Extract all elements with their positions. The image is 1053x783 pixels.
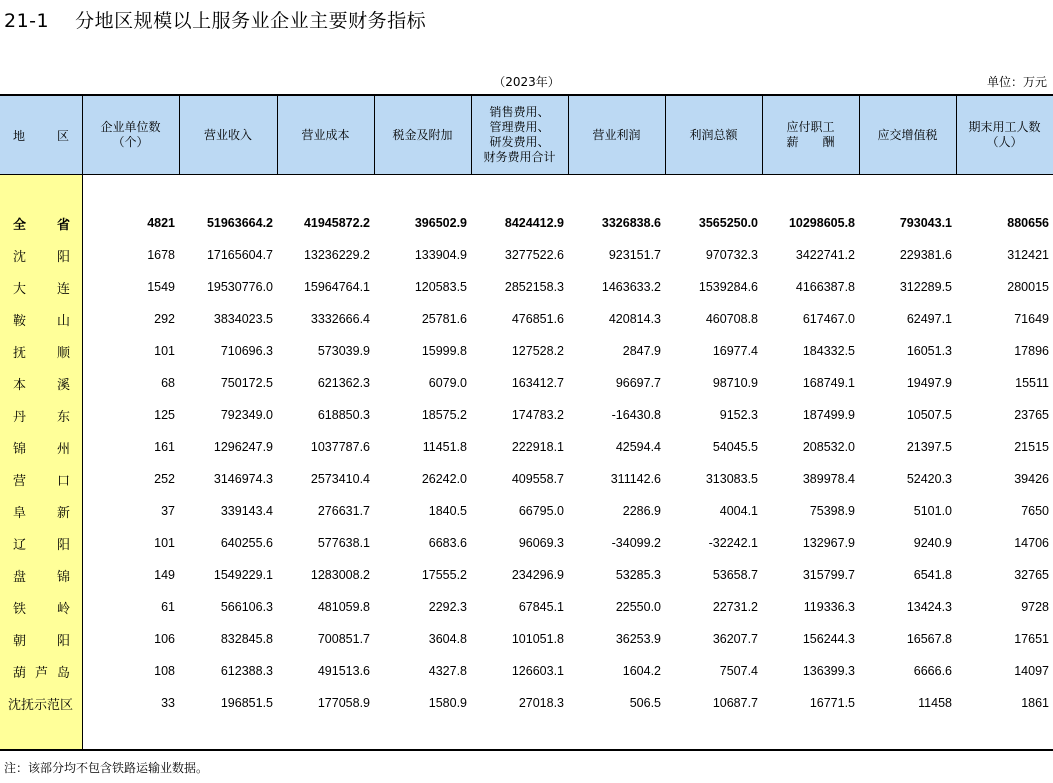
table-row (0, 463, 1053, 495)
table-row (0, 591, 1053, 623)
table-cell: 41945872.2 (303, 216, 370, 230)
table-cell: 6666.6 (913, 664, 952, 678)
table-cell: 26242.0 (421, 472, 467, 486)
table-cell: 832845.8 (220, 632, 273, 646)
region-char: 沈 (13, 249, 27, 265)
table-cell: 23765 (1014, 408, 1049, 422)
region-name (0, 623, 82, 655)
header-cell: 期末用工人数 （人） (968, 120, 1041, 149)
table-cell: 4166387.8 (795, 280, 855, 294)
table-cell: 1840.5 (428, 504, 467, 518)
table-cell: 16567.8 (906, 632, 952, 646)
table-row (0, 431, 1053, 463)
table-cell: 19497.9 (906, 376, 952, 390)
table-cell: 6683.6 (428, 536, 467, 550)
table-cell: 98710.9 (712, 376, 758, 390)
table-cell: 750172.5 (220, 376, 273, 390)
header-region (0, 96, 82, 174)
table-cell: 4004.1 (719, 504, 758, 518)
region-char: 本 (13, 377, 27, 393)
table-cell: 476851.6 (511, 312, 564, 326)
table-cell: 37 (161, 504, 175, 518)
table-cell: 25781.6 (421, 312, 467, 326)
table-cell: 52420.3 (906, 472, 952, 486)
table-row (0, 687, 1053, 719)
table-cell: 420814.3 (608, 312, 661, 326)
table-cell: 276631.7 (317, 504, 370, 518)
table-cell: 119336.3 (803, 600, 855, 614)
table-cell: 640255.6 (220, 536, 273, 550)
table-cell: 132967.9 (802, 536, 855, 550)
table-cell: 177058.9 (317, 696, 370, 710)
table-cell: 10298605.8 (788, 216, 855, 230)
table-cell: 3834023.5 (213, 312, 273, 326)
table-cell: 2852158.3 (504, 280, 564, 294)
region-name (0, 527, 82, 559)
footnote: 注：该部分均不包含铁路运输业数据。 (4, 761, 209, 775)
table-cell: 1549229.1 (213, 568, 273, 582)
table-cell: 1539284.6 (698, 280, 758, 294)
table-cell: 312289.5 (899, 280, 952, 294)
table-cell: 66795.0 (518, 504, 564, 518)
table-cell: 612388.3 (220, 664, 273, 678)
table-cell: 120583.5 (414, 280, 467, 294)
table-cell: 149 (154, 568, 175, 582)
table-cell: 32765 (1014, 568, 1049, 582)
table-cell: 22550.0 (615, 600, 661, 614)
table-cell: 18575.2 (421, 408, 467, 422)
region-char: 抚 (13, 345, 27, 361)
region-name (0, 431, 82, 463)
table-cell: 2286.9 (622, 504, 661, 518)
table-cell: 6541.8 (913, 568, 952, 582)
region-char: 丹 (13, 409, 27, 425)
region-name (0, 239, 82, 271)
region-char: 芦 (34, 665, 48, 681)
table-cell: 7650 (1021, 504, 1049, 518)
table-cell: 53658.7 (712, 568, 758, 582)
table-title-text: 分地区规模以上服务业企业主要财务指标 (75, 10, 427, 32)
table-cell: 2573410.4 (310, 472, 370, 486)
table-cell: 13424.3 (906, 600, 952, 614)
table-row (0, 399, 1053, 431)
table-cell: 16051.3 (906, 344, 952, 358)
table-cell: 3146974.3 (213, 472, 273, 486)
table-cell: 96069.3 (518, 536, 564, 550)
table-cell: 71649 (1014, 312, 1049, 326)
table-cell: 21515 (1014, 440, 1049, 454)
table-cell: 62497.1 (906, 312, 952, 326)
table-cell: 9728 (1021, 600, 1049, 614)
header-cell: 税金及附加 (392, 127, 453, 142)
table-cell: 313083.5 (705, 472, 758, 486)
region-char: 大 (13, 281, 27, 297)
table-cell: 208532.0 (802, 440, 855, 454)
table-cell: 54045.5 (712, 440, 758, 454)
table-cell: 280015 (1007, 280, 1049, 294)
header-cell: 企业单位数 （个） (100, 120, 161, 149)
bottom-rule (0, 749, 1053, 751)
table-row-total (0, 207, 1053, 239)
table-cell: 7507.4 (719, 664, 758, 678)
table-cell: 292 (154, 312, 175, 326)
region-char: 岭 (56, 601, 70, 617)
table-cell: 460708.8 (705, 312, 758, 326)
region-char: 阳 (56, 633, 70, 649)
table-cell: 617467.0 (802, 312, 855, 326)
table-cell: 39426 (1014, 472, 1049, 486)
year-label: （2023年） (493, 75, 560, 89)
region-char: 阜 (13, 505, 27, 521)
table-cell: 8424412.9 (504, 216, 564, 230)
table-cell: 36207.7 (712, 632, 758, 646)
region-name (0, 559, 82, 591)
header-cell: 应付职工 薪 酬 (786, 120, 835, 149)
table-cell: 481059.8 (317, 600, 370, 614)
table-cell: 618850.3 (317, 408, 370, 422)
table-cell: 1296247.9 (213, 440, 273, 454)
table-cell: 36253.9 (615, 632, 661, 646)
region-name (0, 655, 82, 687)
header-region-char: 地 (13, 128, 26, 143)
table-cell: 108 (154, 664, 175, 678)
table-cell: 222918.1 (511, 440, 564, 454)
region-char: 阳 (56, 537, 70, 553)
table-cell: 577638.1 (317, 536, 370, 550)
header-cell: 营业收入 (203, 127, 252, 142)
table-cell: 196851.5 (220, 696, 273, 710)
unit-label: 单位：万元 (986, 75, 1047, 89)
table-cell: 16771.5 (809, 696, 855, 710)
header-cell: 营业成本 (301, 127, 350, 142)
table-cell: 621362.3 (317, 376, 370, 390)
table-cell: 101 (154, 344, 175, 358)
header-cell: 销售费用、 管理费用、 研发费用、 财务费用合计 (483, 105, 556, 164)
table-cell: 136399.3 (802, 664, 855, 678)
table-row (0, 271, 1053, 303)
region-char: 锦 (56, 569, 70, 585)
table-cell: 11451.8 (422, 440, 467, 454)
region-name (0, 207, 82, 239)
table-cell: 51963664.2 (206, 216, 273, 230)
table-cell: 312421 (1007, 248, 1049, 262)
table-cell: 184332.5 (802, 344, 855, 358)
table-cell: 1678 (147, 248, 175, 262)
table-cell: 5101.0 (913, 504, 952, 518)
table-cell: 15964764.1 (303, 280, 370, 294)
table-cell: 3604.8 (428, 632, 467, 646)
table-cell: 1549 (147, 280, 175, 294)
region-char: 葫 (13, 665, 27, 681)
region-char: 州 (56, 441, 70, 457)
table-cell: 17555.2 (421, 568, 467, 582)
table-cell: 17651 (1014, 632, 1049, 646)
table-row (0, 623, 1053, 655)
table-cell: 101051.8 (511, 632, 564, 646)
table-cell: 792349.0 (220, 408, 273, 422)
table-cell: 1037787.6 (310, 440, 370, 454)
region-char: 岛 (56, 665, 70, 681)
table-title (4, 6, 426, 33)
table-cell: 3277522.6 (504, 248, 564, 262)
region-char: 鞍 (13, 313, 27, 329)
table-cell: 161 (154, 440, 175, 454)
table-cell: 9240.9 (913, 536, 952, 550)
table-cell: 1283008.2 (310, 568, 370, 582)
region-char: 铁 (13, 601, 27, 617)
table-cell: 33 (161, 696, 175, 710)
table-cell: -16430.8 (611, 408, 661, 422)
table-cell: 133904.9 (414, 248, 467, 262)
table-cell: -32242.1 (708, 536, 758, 550)
table-cell: 700851.7 (317, 632, 370, 646)
table-cell: 491513.6 (317, 664, 370, 678)
region-name (0, 399, 82, 431)
region-char: 朝 (13, 633, 27, 649)
table-cell: 11458 (918, 696, 952, 710)
table-cell: 16977.4 (712, 344, 758, 358)
table-cell: 1580.9 (428, 696, 467, 710)
table-cell: 2847.9 (622, 344, 661, 358)
table-cell: 3565250.0 (698, 216, 758, 230)
table-cell: 9152.3 (719, 408, 758, 422)
header-cell: 应交增值税 (877, 127, 938, 142)
table-cell: 389978.4 (802, 472, 855, 486)
table-cell: 252 (154, 472, 175, 486)
table-cell: 19530776.0 (206, 280, 273, 294)
table-cell: 339143.4 (220, 504, 273, 518)
region-char: 顺 (56, 345, 70, 361)
header-region-char: 区 (56, 128, 69, 143)
table-cell: 6079.0 (428, 376, 467, 390)
table-cell: 566106.3 (220, 600, 273, 614)
table-cell: 168749.1 (802, 376, 855, 390)
table-cell: 10507.5 (906, 408, 952, 422)
table-cell: 127528.2 (511, 344, 564, 358)
table-cell: 22731.2 (712, 600, 758, 614)
region-char: 东 (56, 409, 70, 425)
table-cell: 4821 (147, 216, 175, 230)
table-cell: 923151.7 (608, 248, 661, 262)
table-cell: 14706 (1014, 536, 1049, 550)
table-cell: 793043.1 (899, 216, 952, 230)
table-cell: 409558.7 (511, 472, 564, 486)
table-cell: 42594.4 (615, 440, 661, 454)
region-char: 盘 (13, 569, 27, 585)
table-cell: 163412.7 (511, 376, 564, 390)
table-cell: 1463633.2 (601, 280, 661, 294)
table-row (0, 527, 1053, 559)
table-cell: 17165604.7 (206, 248, 273, 262)
table-cell: 125 (154, 408, 175, 422)
table-cell: 2292.3 (428, 600, 467, 614)
region-name (0, 303, 82, 335)
table-cell: 101 (154, 536, 175, 550)
table-row (0, 655, 1053, 687)
region-char: 新 (56, 505, 70, 521)
region-char: 阳 (56, 249, 70, 265)
table-cell: 311142.6 (610, 472, 661, 486)
region-char: 全 (13, 217, 27, 233)
table-cell: 396502.9 (414, 216, 467, 230)
table-cell: 1861 (1021, 696, 1049, 710)
table-cell: 970732.3 (705, 248, 758, 262)
table-cell: 156244.3 (802, 632, 855, 646)
region-char: 营 (13, 473, 27, 489)
region-char: 沈抚示范区 (8, 697, 74, 713)
table-cell: 4327.8 (428, 664, 467, 678)
table-cell: 3332666.4 (310, 312, 370, 326)
table-cell: 68 (161, 376, 175, 390)
table-row (0, 495, 1053, 527)
table-cell: 53285.3 (615, 568, 661, 582)
region-char: 山 (56, 313, 70, 329)
table-row (0, 559, 1053, 591)
table-cell: 3326838.6 (601, 216, 661, 230)
table-cell: 21397.5 (906, 440, 952, 454)
table-cell: 1604.2 (622, 664, 661, 678)
table-row (0, 303, 1053, 335)
table-cell: 126603.1 (511, 664, 564, 678)
region-char: 连 (56, 281, 70, 297)
table-cell: 15511 (1015, 376, 1049, 390)
region-char: 辽 (13, 537, 27, 553)
table-number: 21-1 (4, 10, 50, 32)
table-cell: 234296.9 (511, 568, 564, 582)
region-name (0, 591, 82, 623)
region-name (0, 367, 82, 399)
table-row (0, 367, 1053, 399)
header-cell: 营业利润 (592, 127, 641, 142)
table-cell: 573039.9 (317, 344, 370, 358)
table-cell: 67845.1 (518, 600, 564, 614)
table-cell: 106 (154, 632, 175, 646)
table-cell: 3422741.2 (795, 248, 855, 262)
table-cell: -34099.2 (611, 536, 661, 550)
table-cell: 14097 (1014, 664, 1049, 678)
table-cell: 10687.7 (712, 696, 758, 710)
table-cell: 229381.6 (899, 248, 952, 262)
region-char: 省 (56, 217, 70, 233)
region-name (0, 463, 82, 495)
region-char: 口 (56, 473, 70, 489)
table-cell: 61 (161, 600, 175, 614)
table-cell: 187499.9 (802, 408, 855, 422)
region-name (0, 335, 82, 367)
region-char: 锦 (13, 441, 27, 457)
table-row (0, 335, 1053, 367)
table-cell: 880656 (1007, 216, 1049, 230)
table-row (0, 239, 1053, 271)
region-char: 溪 (56, 377, 70, 393)
region-name (0, 495, 82, 527)
table-cell: 15999.8 (421, 344, 467, 358)
table-cell: 710696.3 (220, 344, 273, 358)
table-cell: 96697.7 (615, 376, 661, 390)
table-cell: 506.5 (629, 696, 661, 710)
table-cell: 315799.7 (802, 568, 855, 582)
table-cell: 75398.9 (809, 504, 855, 518)
region-name (0, 271, 82, 303)
table-cell: 13236229.2 (303, 248, 370, 262)
table-cell: 17896 (1014, 344, 1049, 358)
header-cell: 利润总额 (689, 127, 738, 142)
region-name (0, 687, 82, 719)
table-cell: 174783.2 (511, 408, 564, 422)
table-cell: 27018.3 (518, 696, 564, 710)
